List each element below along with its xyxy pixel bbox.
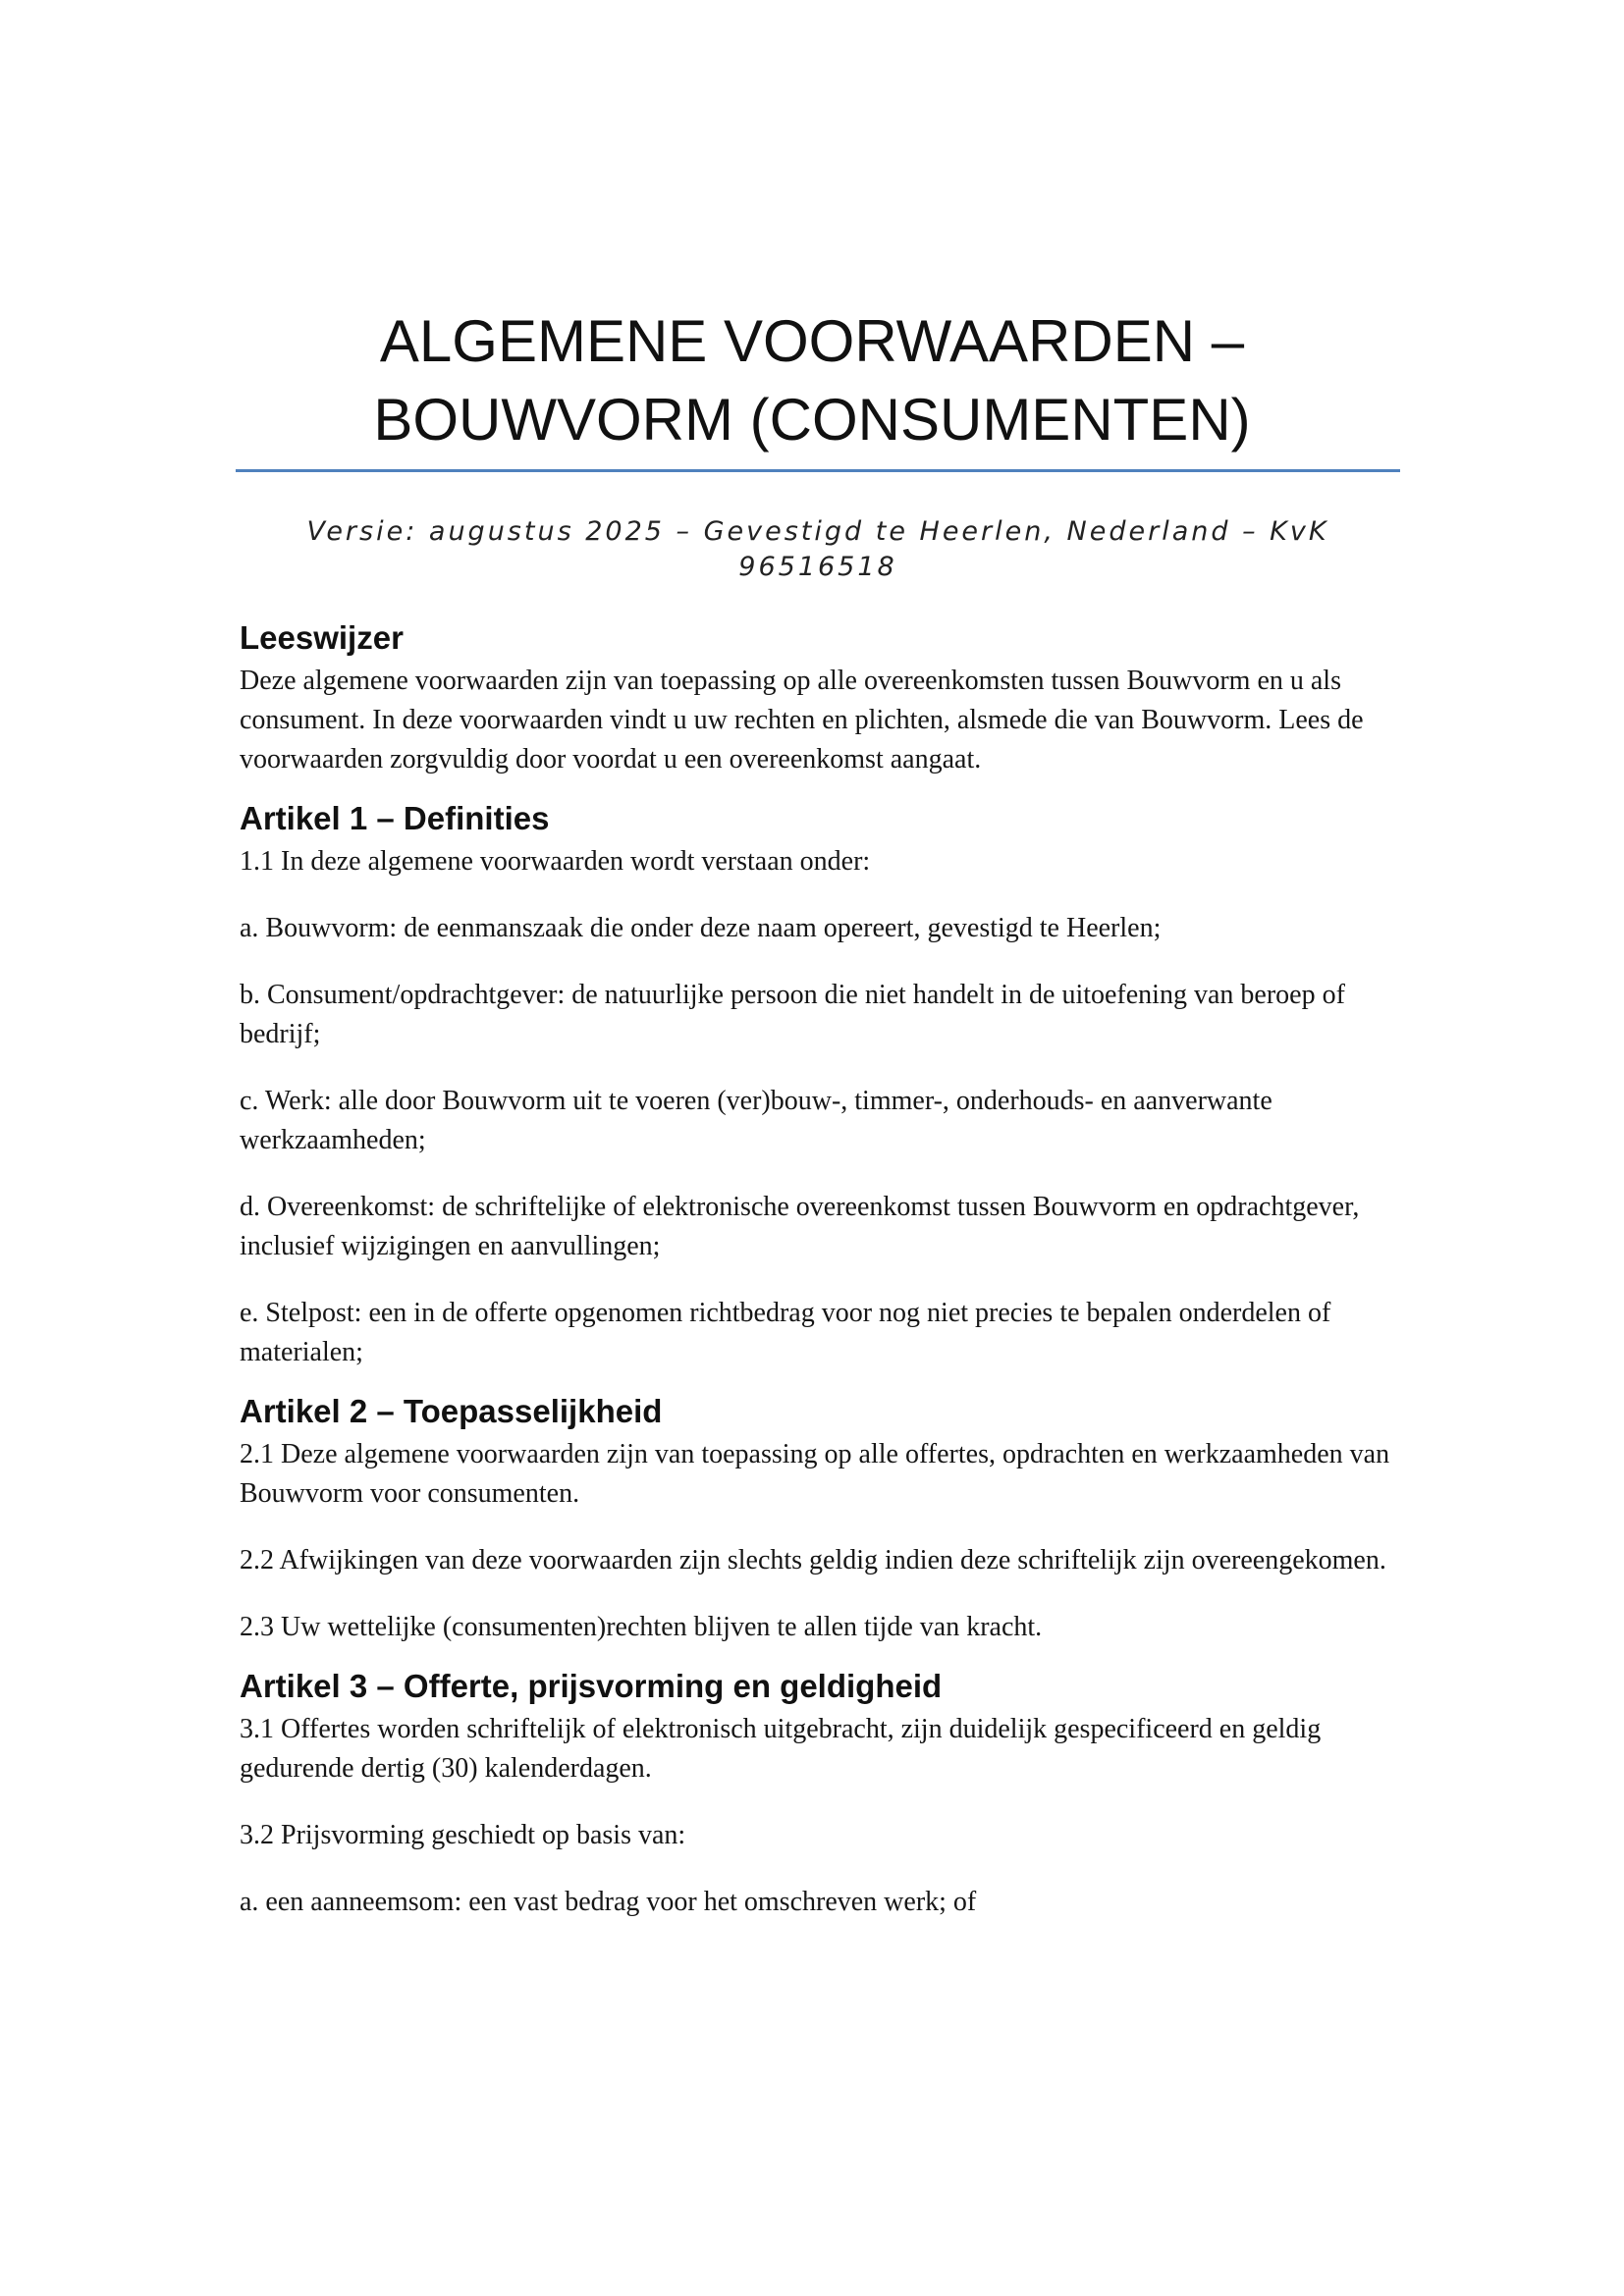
definition-item: a. Bouwvorm: de eenmanszaak die onder deze naam opereert, gevestigd te Heerlen; (240, 913, 1162, 943)
section-artikel-3 (240, 1665, 1398, 1922)
paragraph: Deze algemene voorwaarden zijn van toepassing op alle overeenkomsten tussen Bouwvorm en u als consument. In deze voorwaarden vindt u uw rechten en plichten, alsmede die van Bouwvorm. Lees de voorwaarden zorgvuldig door voordat u een overeenkomst aangaat. (240, 666, 1364, 774)
paragraph: 2.3 Uw wettelijke (consumenten)rechten blijven te allen tijde van kracht. (240, 1612, 1043, 1642)
definition-item: b. Consument/opdrachtgever: de natuurlijke persoon die niet handelt in de uitoefening van beroep of bedrijf; (240, 980, 1345, 1049)
section-artikel-2 (240, 1390, 1398, 1647)
definition-item: c. Werk: alle door Bouwvorm uit te voeren (ver)bouw-, timmer-, onderhouds- en aanverwante werkzaamheden; (240, 1086, 1272, 1155)
title-line-1: ALGEMENE VOORWAARDEN – (379, 308, 1245, 374)
paragraph: 2.2 Afwijkingen van deze voorwaarden zijn slechts geldig indien deze schriftelijk zijn overeengekomen. (240, 1545, 1386, 1575)
section-artikel-1 (240, 797, 1398, 1372)
title-divider (236, 469, 1400, 472)
section-heading: Artikel 1 – Definities (240, 800, 550, 836)
paragraph: 3.1 Offertes worden schriftelijk of elektronisch uitgebracht, zijn duidelijk gespecificeerd en geldig gedurende dertig (30) kalenderdagen. (240, 1714, 1322, 1784)
section-leeswijzer (240, 616, 1398, 779)
section-heading: Leeswijzer (240, 619, 404, 656)
document-subtitle: Versie: augustus 2025 – Gevestigd te Heerlen, Nederland – KvK 96516518 (306, 516, 1329, 582)
paragraph: 1.1 In deze algemene voorwaarden wordt verstaan onder: (240, 846, 871, 877)
title-line-2: BOUWVORM (CONSUMENTEN) (373, 387, 1251, 453)
paragraph: 2.1 Deze algemene voorwaarden zijn van toepassing op alle offertes, opdrachten en werkzaamheden van Bouwvorm voor consumenten. (240, 1439, 1390, 1509)
section-heading: Artikel 3 – Offerte, prijsvorming en geldigheid (240, 1668, 943, 1704)
document-title (236, 302, 1388, 459)
definition-item: d. Overeenkomst: de schriftelijke of elektronische overeenkomst tussen Bouwvorm en opdrachtgever, inclusief wijzigingen en aanvullingen; (240, 1192, 1360, 1261)
list-item: a. een aanneemsom: een vast bedrag voor het omschreven werk; of (240, 1887, 977, 1917)
definition-item: e. Stelpost: een in de offerte opgenomen richtbedrag voor nog niet precies te bepalen onderdelen of materialen; (240, 1298, 1331, 1367)
section-heading: Artikel 2 – Toepasselijkheid (240, 1393, 663, 1429)
paragraph: 3.2 Prijsvorming geschiedt op basis van: (240, 1820, 686, 1850)
document-body (240, 616, 1398, 1949)
